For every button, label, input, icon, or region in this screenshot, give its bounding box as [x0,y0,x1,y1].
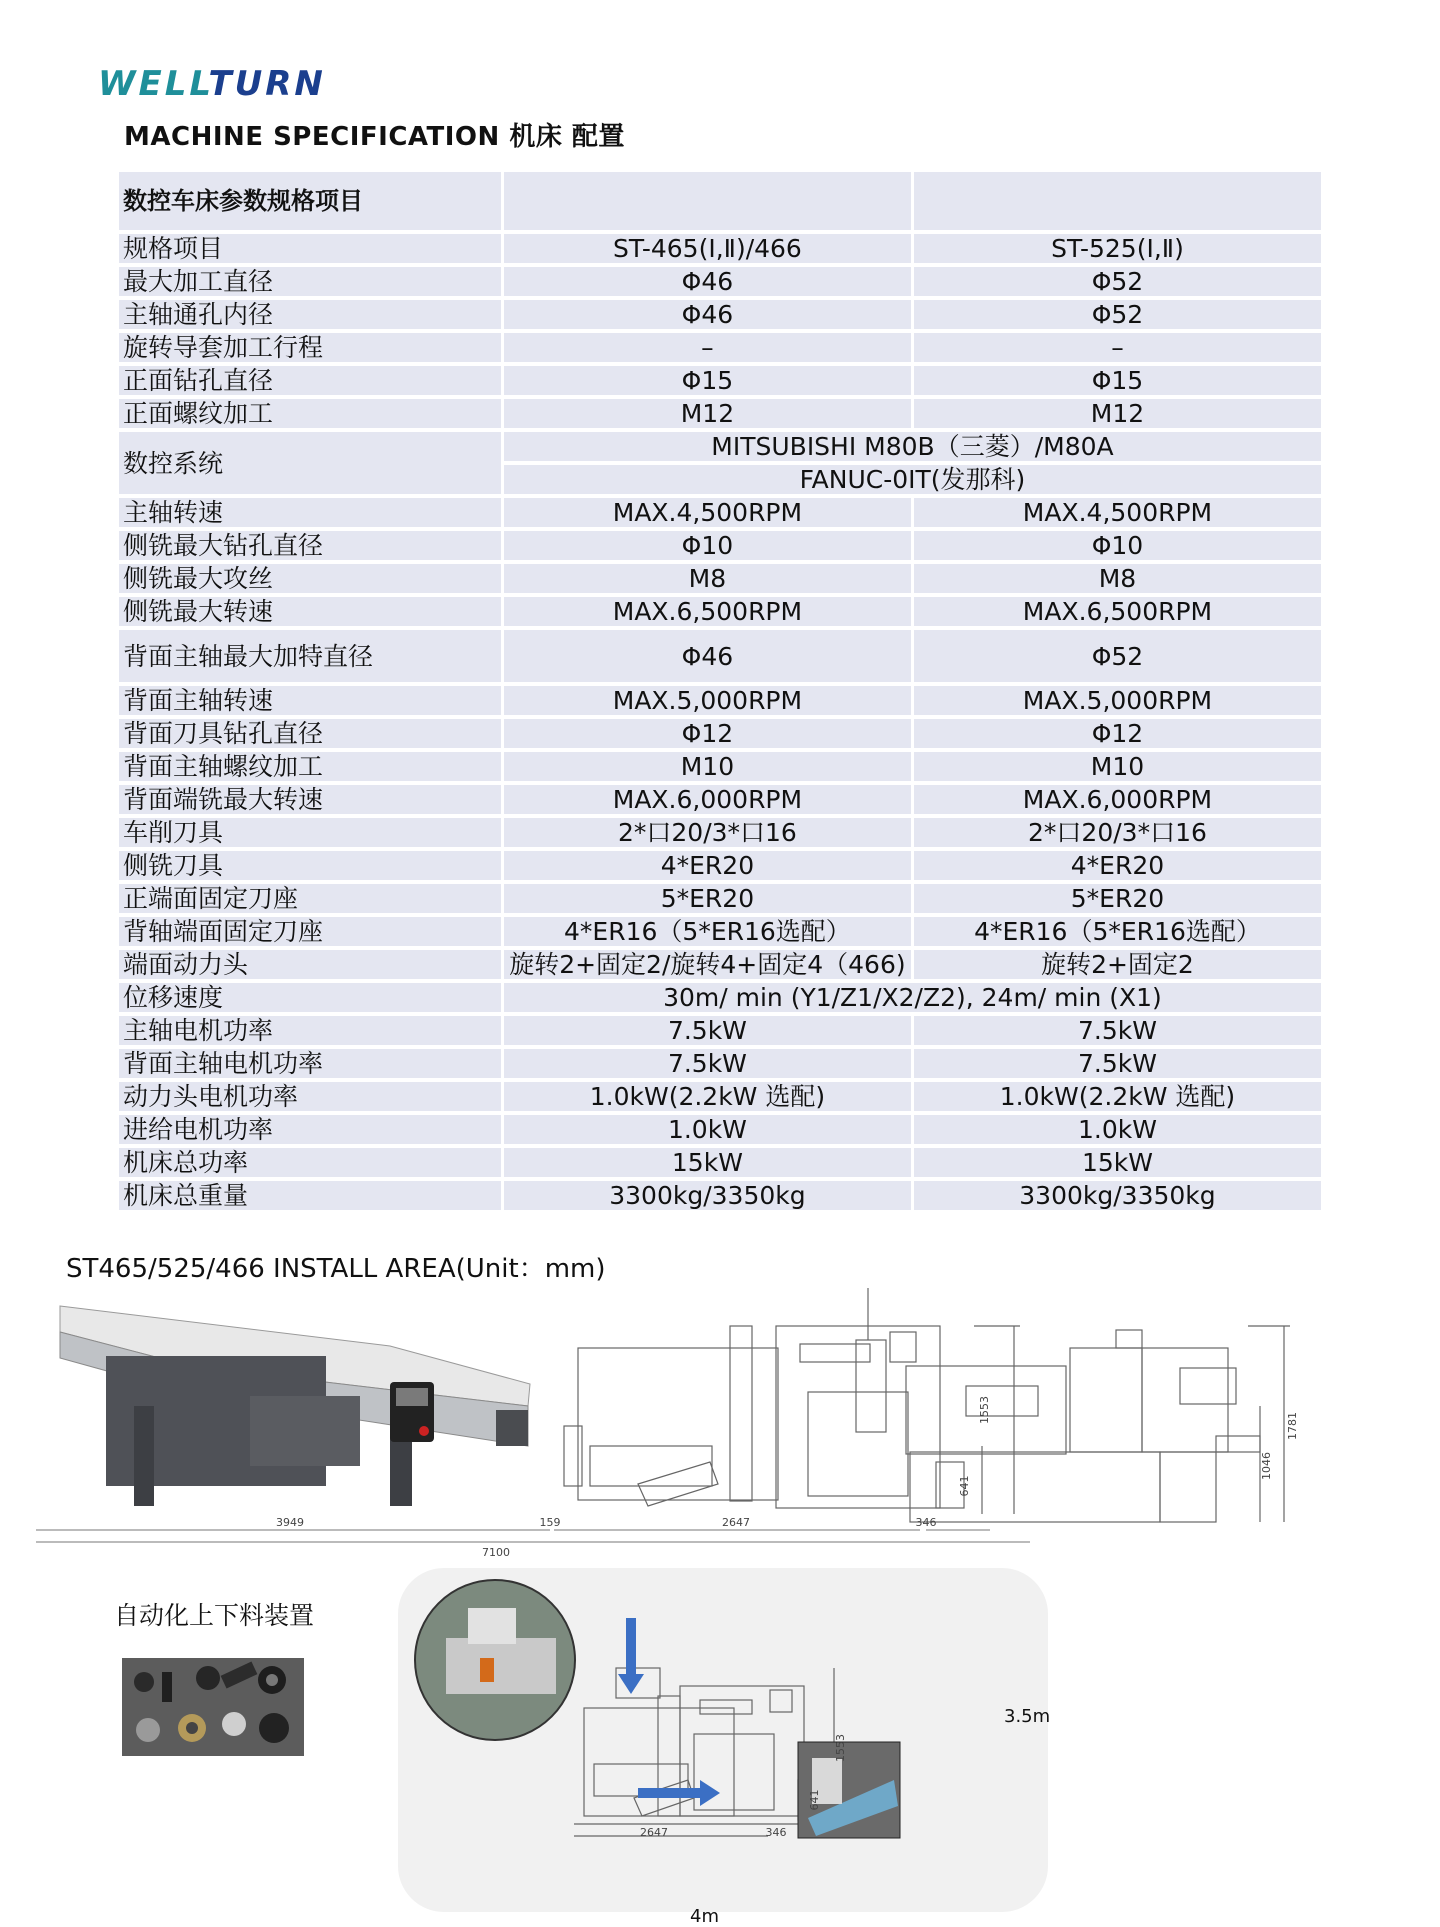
table-row [119,719,1321,748]
load-arrow-shaft [626,1618,636,1676]
row-value-a: MAX.5,000RPM [504,686,911,715]
dim-159: 159 [539,1516,561,1529]
row-value-a: 3300kg/3350kg [504,1181,911,1210]
row-label: 侧铣刀具 [119,851,501,880]
table-row [119,498,1321,527]
row-value-a: M12 [504,399,911,428]
dim-3949: 3949 [276,1516,304,1529]
row-value-b: Φ15 [914,366,1321,395]
row-value-b: M10 [914,752,1321,781]
side-view-drawing [856,1288,1290,1522]
row-value-a: 5*ER20 [504,884,911,913]
row-value-a: Φ46 [504,300,911,329]
load-arrow-head [618,1674,644,1694]
row-value-b: – [914,333,1321,362]
table-row [119,564,1321,593]
row-value-b: 7.5kW [914,1016,1321,1045]
unload-arrow-shaft [638,1788,702,1798]
cell-width-label: 4m [690,1906,719,1927]
speed-value: 30m/ min (Y1/Z1/X2/Z2), 24m/ min (X1) [504,983,1321,1012]
row-label: 端面动力头 [119,950,501,979]
table-row [119,234,1321,263]
cnc-label: 数控系统 [119,432,501,494]
cell-dim-2647: 2647 [640,1826,668,1839]
row-label: 背面主轴转速 [119,686,501,715]
row-value-b: M12 [914,399,1321,428]
row-value-a: 1.0kW(2.2kW 选配) [504,1082,911,1111]
cell-dim-1553: 1553 [834,1734,847,1762]
row-label: 正面钻孔直径 [119,366,501,395]
row-value-a: MAX.6,500RPM [504,597,911,626]
page-title: MACHINE SPECIFICATION 机床 配置 [124,122,625,152]
row-label: 主轴通孔内径 [119,300,501,329]
table-row-cnc [119,432,1321,461]
table-row [119,366,1321,395]
row-value-b: 2*口20/3*口16 [914,818,1321,847]
cell-height-label: 3.5m [1004,1706,1051,1727]
dim-1553: 1553 [978,1396,991,1424]
row-label: 正面螺纹加工 [119,399,501,428]
cnc-line2: FANUC-0IT(发那科) [504,465,1321,494]
row-label: 机床总重量 [119,1181,501,1210]
row-label: 正端面固定刀座 [119,884,501,913]
automation-cell-panel [398,1568,1051,1912]
table-row [119,686,1321,715]
cell-dim-346: 346 [765,1826,787,1839]
table-row-speed [119,983,1321,1012]
row-value-a: Φ46 [504,630,911,682]
table-row [119,333,1321,362]
row-label: 最大加工直径 [119,267,501,296]
automation-title: 自动化上下料装置 [114,1601,315,1630]
row-value-a: Φ46 [504,267,911,296]
row-value-a: Φ15 [504,366,911,395]
row-value-a: 1.0kW [504,1115,911,1144]
row-label: 背轴端面固定刀座 [119,917,501,946]
robot-photo-inset [415,1580,575,1740]
row-value-a: MAX.4,500RPM [504,498,911,527]
row-label: 进给电机功率 [119,1115,501,1144]
row-value-b: Φ12 [914,719,1321,748]
dim-2647: 2647 [722,1516,750,1529]
row-value-a: 15kW [504,1148,911,1177]
row-value-b: 3300kg/3350kg [914,1181,1321,1210]
row-label: 动力头电机功率 [119,1082,501,1111]
table-row [119,1181,1321,1210]
row-label: 机床总功率 [119,1148,501,1177]
row-label: 背面主轴最大加特直径 [119,630,501,682]
row-value-b: Φ52 [914,630,1321,682]
row-value-b: Φ52 [914,267,1321,296]
table-row [119,267,1321,296]
row-value-b: MAX.5,000RPM [914,686,1321,715]
table-row [119,597,1321,626]
row-value-b: MAX.4,500RPM [914,498,1321,527]
table-row [119,950,1321,979]
row-value-b: MAX.6,000RPM [914,785,1321,814]
cnc-line1: MITSUBISHI M80B（三菱）/M80A [504,432,1321,461]
row-label: 背面主轴电机功率 [119,1049,501,1078]
row-label: 车削刀具 [119,818,501,847]
table-header-cell: 数控车床参数规格项目 [119,172,501,230]
row-label: 主轴电机功率 [119,1016,501,1045]
row-label: 位移速度 [119,983,501,1012]
table-row [119,818,1321,847]
table-row [119,785,1321,814]
row-value-a: 4*ER20 [504,851,911,880]
row-value-a: M10 [504,752,911,781]
table-row [119,1049,1321,1078]
cell-machine-drawing [574,1668,834,1836]
table-row [119,531,1321,560]
table-row [119,884,1321,913]
row-value-b: ST-525(Ⅰ,Ⅱ) [914,234,1321,263]
row-value-a: MAX.6,000RPM [504,785,911,814]
row-label: 主轴转速 [119,498,501,527]
table-row [119,752,1321,781]
row-label: 规格项目 [119,234,501,263]
table-row [119,300,1321,329]
row-value-b: 5*ER20 [914,884,1321,913]
row-value-b: 4*ER20 [914,851,1321,880]
row-value-a: 4*ER16（5*ER16选配） [504,917,911,946]
row-value-b: 15kW [914,1148,1321,1177]
row-value-a: 7.5kW [504,1049,911,1078]
row-value-b: 1.0kW [914,1115,1321,1144]
spec-table [116,168,1324,1214]
row-value-a: ST-465(Ⅰ,Ⅱ)/466 [504,234,911,263]
wellturn-logo: WELLTURN [98,64,326,104]
cell-dim-641: 641 [808,1789,821,1811]
row-label: 背面刀具钻孔直径 [119,719,501,748]
dim-7100: 7100 [482,1546,510,1558]
dim-641: 641 [958,1475,971,1497]
row-value-b: 1.0kW(2.2kW 选配) [914,1082,1321,1111]
row-value-b: MAX.6,500RPM [914,597,1321,626]
row-label: 背面端铣最大转速 [119,785,501,814]
row-label: 侧铣最大转速 [119,597,501,626]
workpiece-parts-photo [122,1658,304,1756]
table-row [119,917,1321,946]
table-header-row [119,172,1321,230]
automation-cell-drawing [398,1568,1051,1912]
row-value-a: 旋转2+固定2/旋转4+固定4（466) [504,950,911,979]
row-value-a: – [504,333,911,362]
row-label: 旋转导套加工行程 [119,333,501,362]
row-label: 背面主轴螺纹加工 [119,752,501,781]
table-row [119,1115,1321,1144]
dim-1781: 1781 [1286,1412,1299,1440]
row-label: 侧铣最大攻丝 [119,564,501,593]
bar-feeder-image [60,1306,530,1506]
install-area-drawings [30,1286,1430,1558]
row-value-a: 7.5kW [504,1016,911,1045]
table-row [119,1016,1321,1045]
table-row [119,1082,1321,1111]
row-value-a: Φ12 [504,719,911,748]
install-area-title: ST465/525/466 INSTALL AREA(Unit：mm) [66,1254,606,1284]
dimension-lines [36,1530,1030,1542]
row-value-b: 旋转2+固定2 [914,950,1321,979]
row-value-a: 2*口20/3*口16 [504,818,911,847]
table-row [119,851,1321,880]
front-view-drawing [564,1326,1020,1514]
dim-1046: 1046 [1260,1452,1273,1480]
row-label: 侧铣最大钻孔直径 [119,531,501,560]
row-value-a: M8 [504,564,911,593]
row-value-a: Φ10 [504,531,911,560]
row-value-b: Φ52 [914,300,1321,329]
table-row-back-diameter [119,630,1321,682]
row-value-b: 4*ER16（5*ER16选配） [914,917,1321,946]
unload-arrow-head [700,1780,720,1806]
row-value-b: Φ10 [914,531,1321,560]
dim-346: 346 [915,1516,937,1529]
table-row [119,399,1321,428]
row-value-b: 7.5kW [914,1049,1321,1078]
row-value-b: M8 [914,564,1321,593]
table-row [119,1148,1321,1177]
